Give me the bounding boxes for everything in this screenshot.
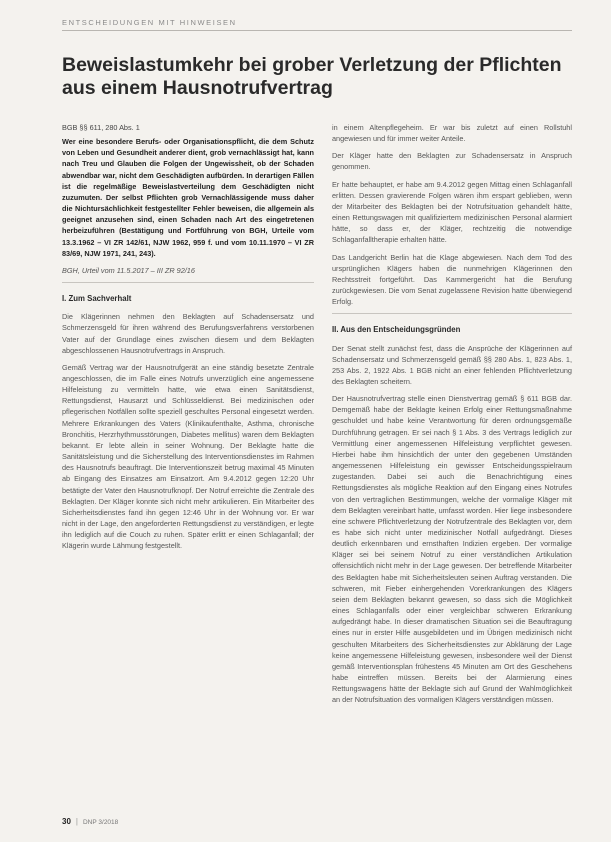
facts-paragraph: Er hatte behauptet, er habe am 9.4.2012 gegen Mittag einen Schlaganfall erlitten. Dessen gravierende Folgen wären ihm erspart geblieben, wenn der Mitarbeiter des Beklagten bei der Notrufsituation gehandelt hätte, einen Rettungswagen mit qualifiziertem medizinischen Personal alarmiert hätte, so dass er, der Kläger, rechtzeitig die notwendige Schlaganfalltherapie erhalten hätte. — [332, 179, 572, 245]
footer-separator: | — [75, 817, 78, 826]
page-number: 30 — [62, 817, 71, 826]
facts-paragraph: Der Kläger hatte den Beklagten zur Schadensersatz in Anspruch genommen. — [332, 151, 572, 172]
facts-paragraph: Die Klägerinnen nehmen den Beklagten auf Schadensersatz und Schmerzensgeld für ihren während des Berufungsverfahrens verstorbenen Vater auf der Grundlage eines zwischen diesem und dem Beklagten abgeschlossenen Hausnotrufvertrags in Anspruch. — [62, 312, 314, 355]
column-divider — [332, 313, 572, 314]
facts-heading: I. Zum Sachverhalt — [62, 294, 132, 304]
statute-reference: BGB §§ 611, 280 Abs. 1 — [62, 123, 140, 132]
section-label: ENTSCHEIDUNGEN MIT HINWEISEN — [62, 18, 237, 27]
right-column — [332, 122, 572, 712]
facts-paragraph: in einem Altenpflegeheim. Er war bis zuletzt auf einen Rollstuhl angewiesen und für immer weiter Anteile. — [332, 123, 572, 144]
reasons-paragraph: Der Hausnotrufvertrag stelle einen Dienstvertrag gemäß § 611 BGB dar. Demgemäß habe der Beklagte keinen Erfolg einer Rettungsmaßnahme geschuldet und habe keine Verantwortung für deren ordnungsgemäße Durchführung getragen. Er sei nach § 1 Abs. 3 des Vertrags lediglich zur Vermittlung einer angemessenen Hilfeleistung verpflichtet gewesen. Hierbei habe ihm hinsichtlich der unter den gegebenen Umständen angemessenen Hilfeleistung ein gewisser Entscheidungsspielraum zugestanden. Dabei sei auch die Benachrichtigung eines Rettungsdienstes als mögliche Reaktion auf den Eingang eines Notrufes von den vertraglichen Bestimmungen, welche der vormalige Kläger mit dem Beklagten vereinbart hatte, umfasst worden. Hier liege insbesondere eine schwere Pflichtverletzung der Notrufzentrale des Beklagten vor, dem es habe sich nicht unter medizinischer Notfall aufgedrängt. Dieses deutlich erkennbaren und ernsthaften Indizien ergeben. Der vormalige Kläger sei bei seinem Notruf zu einer verständlichen Artikulation offensichtlich nicht mehr in der Lage gewesen. Der betreffende Mitarbeiter des Beklagten habe mit Sicherheitsleuten seinen Auftrag verstanden. Die schweren, mit Fieber einhergehenden Vorerkrankungen des Klägers seien dem Beklagten bekannt gewesen, so dass sich die Möglichkeit eines Schlaganfalls oder einer vergleichbar schweren Erkrankung aufgedrängt habe. In dieser dramatischen Situation sei die Beauftragung eines nur in erster Hilfe ausgebildeten und im Übrigen medizinisch nicht geschulten Mitarbeiters des Sicherheitsdienstes zur Abklärung der Lage keine angemessene Hilfeleistung gewesen, insbesondere weil der Dienst gemäß Interventionsplan frühestens 45 Minuten am Ort des Geschehens habe eintreffen müssen. Bereits bei der Alarmierung eines Rettungswagens hätte der Beklagte sich auf Grund der Wahlmöglichkeit an der Notrufsituation des vormaligen Klägers verständigen müssen. — [332, 394, 572, 705]
headnote: Wer eine besondere Berufs- oder Organisationspflicht, die dem Schutz von Leben und Gesundheit anderer dient, grob vernachlässigt hat, kann nach Treu und Glauben die Folgen der Ungewissheit, ob der Schaden abwendbar war, nicht dem Geschädigten aufbürden. In derartigen Fällen ist die regelmäßige Beweislastverteilung dem Geschädigten nicht zuzumuten. Der selbst Pflichten grob Vernachlässigende muss daher die Nichtursächlichkeit festgestellter Fehler beweisen, die allgemein als geeignet anzusehen sind, einen Schaden nach Art des eingetretenen herbeizuführen (Bestätigung und Fortführung von BGH, Urteile vom 13.3.1962 – VI ZR 142/61, NJW 1962, 959 f. und vom 10.11.1970 – VI ZR 83/69, NJW 1971, 241, 243). — [62, 137, 314, 258]
facts-paragraph: Gemäß Vertrag war der Hausnotrufgerät an eine ständig besetzte Zentrale angeschlossen, die im Falle eines Notrufs unverzüglich eine angemessene Hilfeleistung zu vermitteln hatte, wie etwa einen Sanitätsdienst, Rettungsdienst, Hausarzt und Schlüsseldienst. Bei medizinischen oder pflegerischen Notfällen sollte speziell geschultes Personal eingesetzt werden. Mehrere Erkrankungen des Vaters (Klinikaufenthalte, Asthma, chronische Bronchitis, Herzrhythmusstörungen, Diabetes mellitus) waren dem Beklagten bekannt. Er lebte allein in seiner Wohnung. Der Beklagte hatte die Sanitätsleistung und die Sicherstellung des Interventionsdienstes im Rahmen des Hausnotrufs beauftragt. Die Interventionszeit betrug maximal 45 Minuten ab Eingang des Einsatzes am Einsatzort. Am 9.4.2012 gegen 12:20 Uhr betätigte der Vater den Hausnotrufknopf. Der Notruf erreichte die Zentrale des Beklagten. Der Kläger konnte sich nicht mehr artikulieren. Ein Mitarbeiter des Sicherheitsdienstes fand ihn gegen 12:46 Uhr in der Wohnung vor. Er war nicht in der Lage, den angeforderten Rettungsdienst zu verständigen, er legte ihn lediglich auf die Couch zu ruhen. Später erlitt er einen Schlaganfall; der Klägerin wurde Lähmung festgestellt. — [62, 362, 314, 551]
reasons-heading: II. Aus den Entscheidungsgründen — [332, 325, 461, 335]
page-footer — [62, 817, 118, 826]
facts-continuation — [332, 122, 572, 307]
column-divider — [62, 282, 314, 283]
journal-issue: DNP 3/2018 — [82, 819, 119, 826]
section-divider — [62, 30, 572, 31]
article-title: Beweislastumkehr bei grober Verletzung der Pflichten aus einem Hausnotrufvertrag — [62, 54, 562, 99]
left-column — [62, 122, 314, 557]
court-citation: BGH, Urteil vom 11.5.2017 – III ZR 92/16 — [62, 265, 195, 275]
reasons-body — [332, 343, 572, 706]
facts-paragraph: Das Landgericht Berlin hat die Klage abgewiesen. Nach dem Tod des ursprünglichen Klägers haben die nunmehrigen Klägerinnen den Rechtsstreit fortgeführt. Das Kammergericht hat die Berufung zurückgewiesen. Die vom Senat zugelassene Revision hatte überwiegend Erfolg. — [332, 252, 572, 307]
facts-body — [62, 311, 314, 551]
reasons-paragraph: Der Senat stellt zunächst fest, dass die Ansprüche der Klägerinnen auf Schadensersatz und Schmerzensgeld gemäß §§ 280 Abs. 1, 823 Abs. 1, 253 Abs. 2, 1922 Abs. 1 BGB nicht an einer fehlenden Pflichtverletzung des Beklagten scheitern. — [332, 343, 572, 386]
